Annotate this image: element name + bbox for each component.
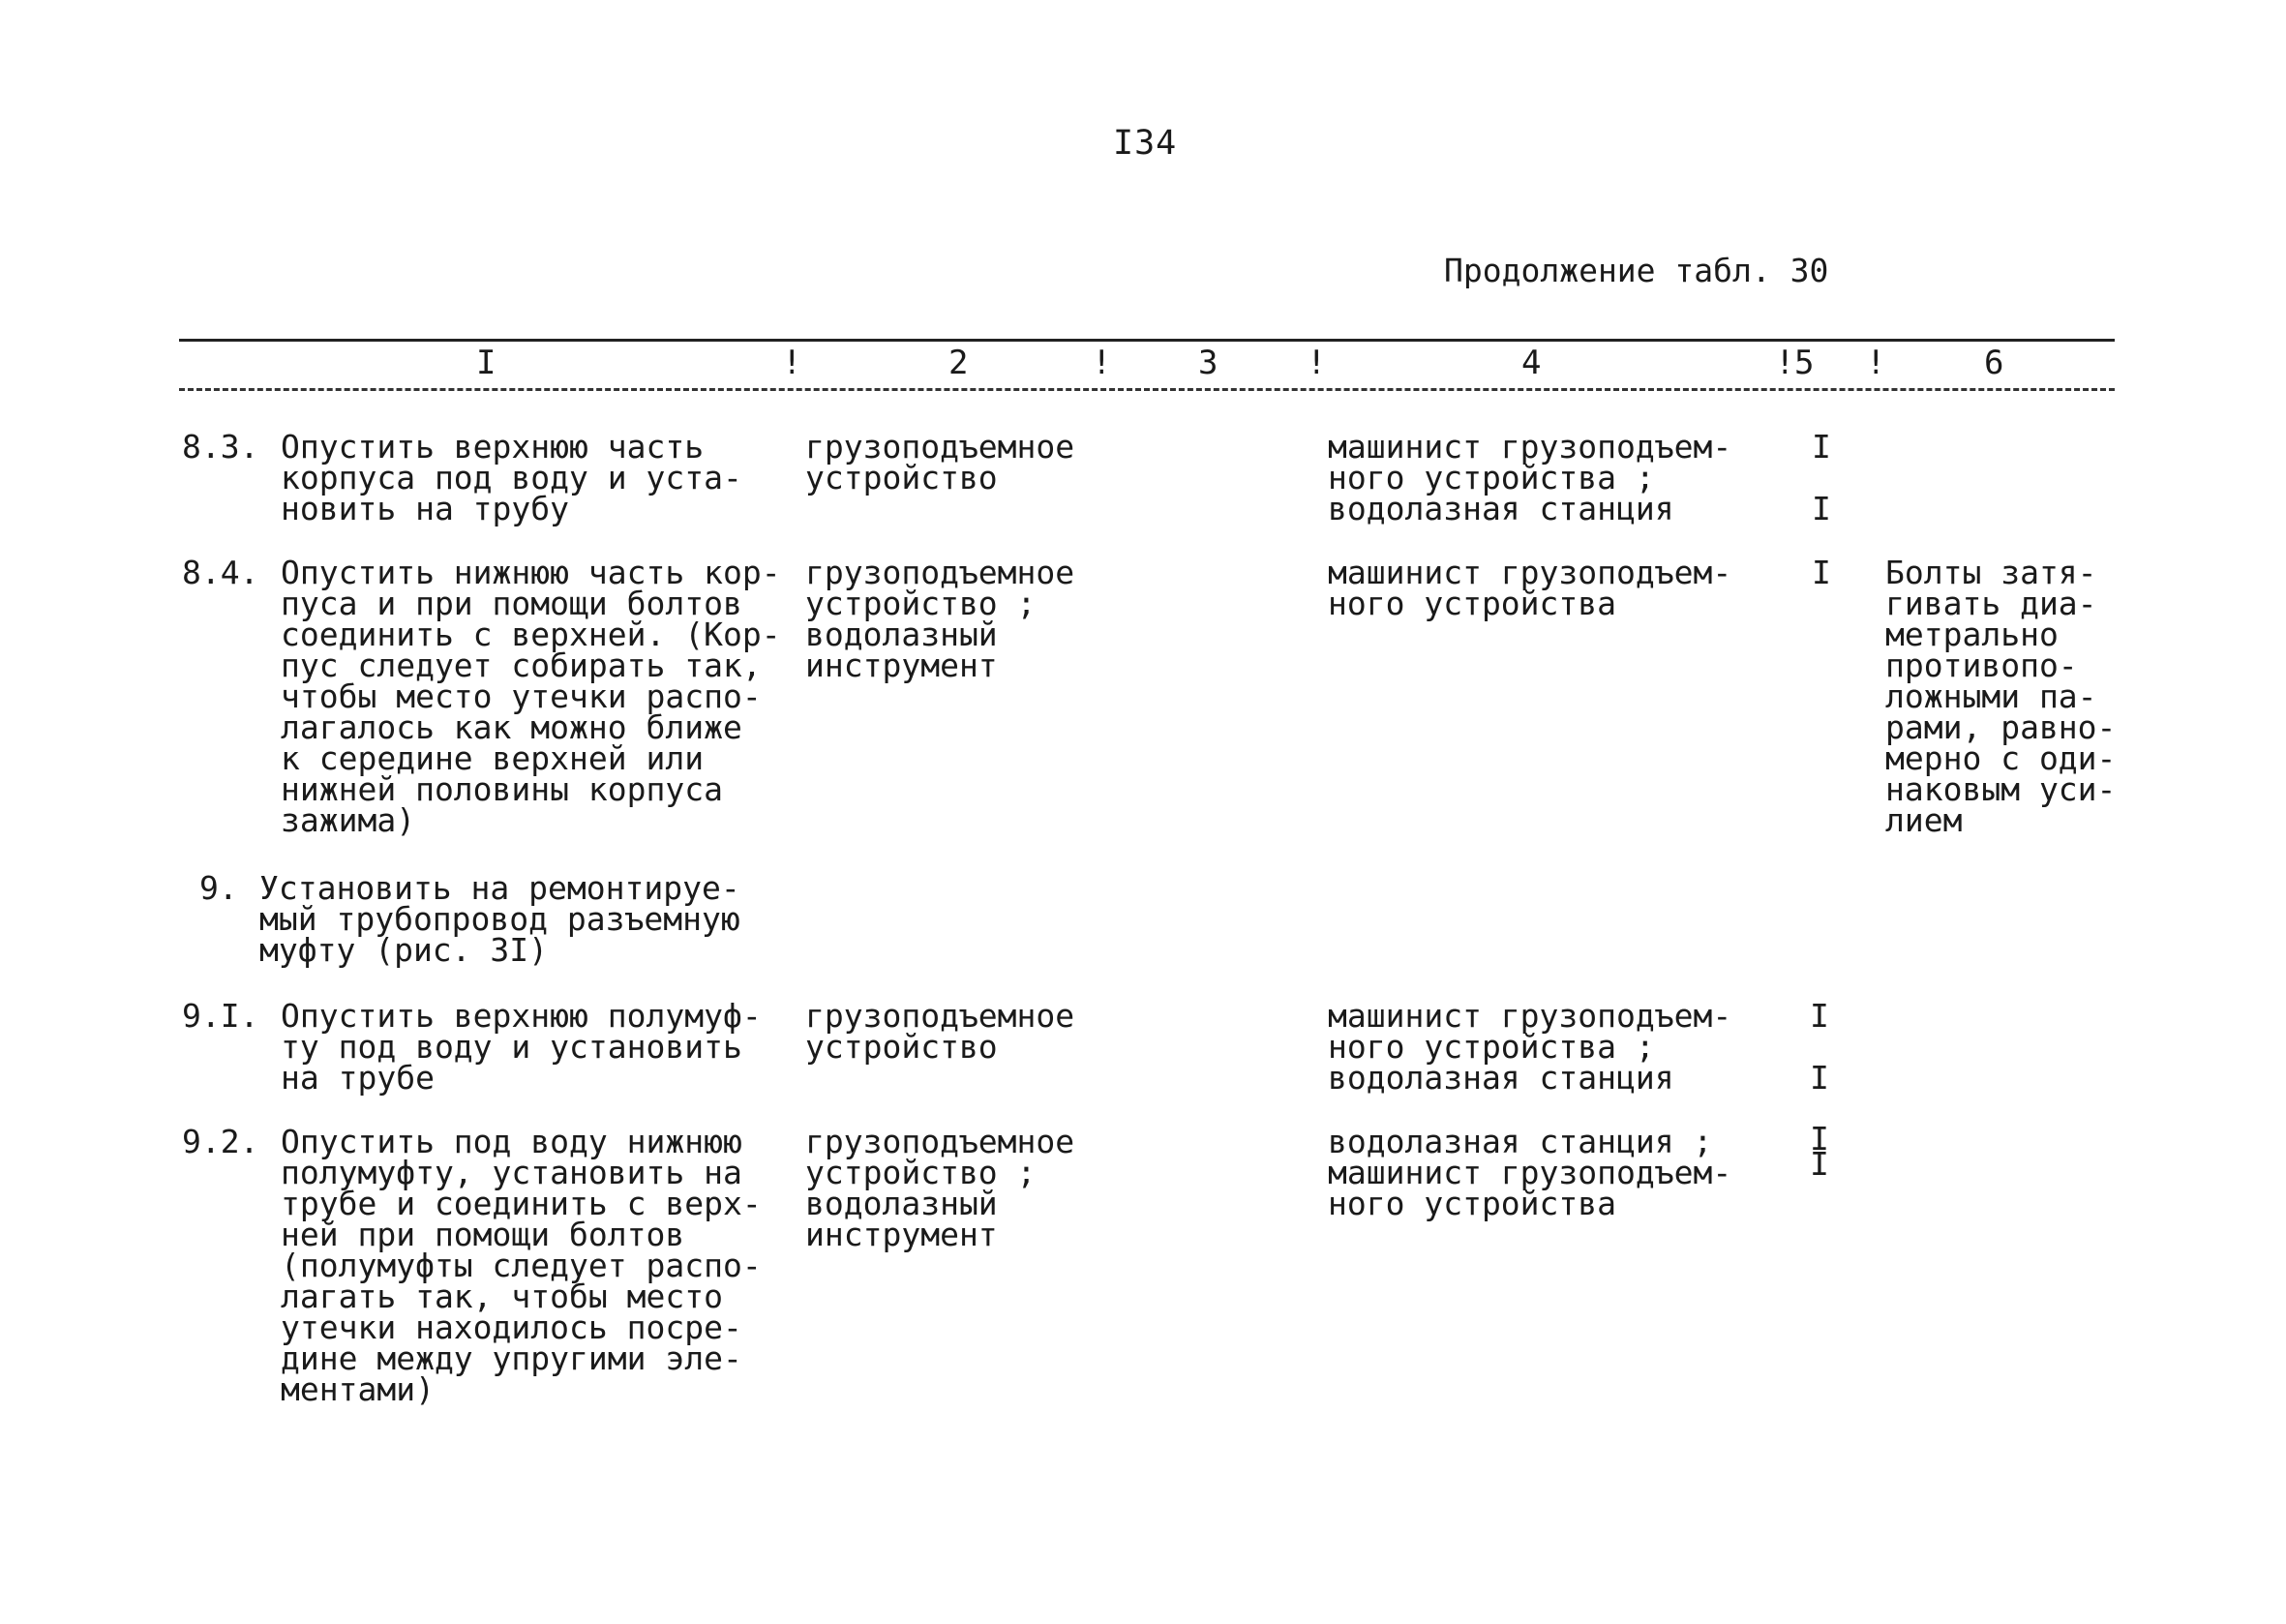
table-caption: Продолжение табл. 30 [1444,252,1829,289]
row-equipment: грузоподъемное устройство ; водолазный инструмент [805,1123,1075,1253]
col-separator: ! [1307,344,1327,382]
row-number: 8.3. [182,428,259,466]
row-performer: машинист грузоподъем- ного устройства ; водолазная станция [1328,997,1732,1097]
row-number: 9. [199,869,238,907]
col-separator: ! [1775,344,1795,382]
table-header-bottom-rule [179,388,2115,391]
row-number: 9.2. [182,1123,259,1160]
row-operation-text: Установить на ремонтируе- мый трубопровод разъемную муфту (рис. 3I) [259,869,740,969]
page-number: I34 [1113,124,1178,163]
table-top-rule [179,339,2115,342]
row-quantity: I I [1810,1120,1829,1183]
col-header-2: 2 [948,344,969,382]
row-quantity: I I [1812,428,1831,527]
row-performer: водолазная станция ; машинист грузоподъем- ного устройства [1328,1123,1732,1222]
row-equipment: грузоподъемное устройство [805,997,1075,1066]
row-operation-text: Опустить верхнюю часть корпуса под воду и уста- новить на трубу [281,428,742,527]
col-separator: ! [1092,344,1112,382]
row-operation-text: Опустить под воду нижнюю полумуфту, установить на трубе и соединить с верх- ней при помощи болтов (полумуфты следует распо- лагать так, чтобы место утечки находилось посре- дине между упругими эле- ментами) [281,1123,762,1408]
row-performer: машинист грузоподъем- ного устройства [1328,554,1732,622]
col-header-3: 3 [1198,344,1218,382]
col-header-6: 6 [1984,344,2004,382]
row-note: Болты затя- гивать диа- метрально противопо- ложными па- рами, равно- мерно с оди- наковым уси- лием [1885,554,2117,839]
row-operation-text: Опустить верхнюю полумуф- ту под воду и установить на трубе [281,997,762,1097]
row-operation-text: Опустить нижнюю часть кор- пуса и при помощи болтов соединить с верхней. (Кор- пус следует собирать так, чтобы место утечки распо- лагалось как можно ближе к середине верхней или нижней половины корпуса зажима) [281,554,781,839]
row-equipment: грузоподъемное устройство ; водолазный инструмент [805,554,1075,684]
row-quantity: I [1812,554,1831,591]
col-header-1: I [476,344,496,382]
row-performer: машинист грузоподъем- ного устройства ; водолазная станция [1328,428,1732,527]
col-header-5: 5 [1794,344,1815,382]
row-equipment: грузоподъемное устройство [805,428,1075,496]
row-quantity: I I [1810,997,1829,1097]
row-number: 8.4. [182,554,259,591]
col-separator: ! [782,344,802,382]
col-header-4: 4 [1521,344,1542,382]
col-separator: ! [1866,344,1886,382]
row-number: 9.I. [182,997,259,1035]
